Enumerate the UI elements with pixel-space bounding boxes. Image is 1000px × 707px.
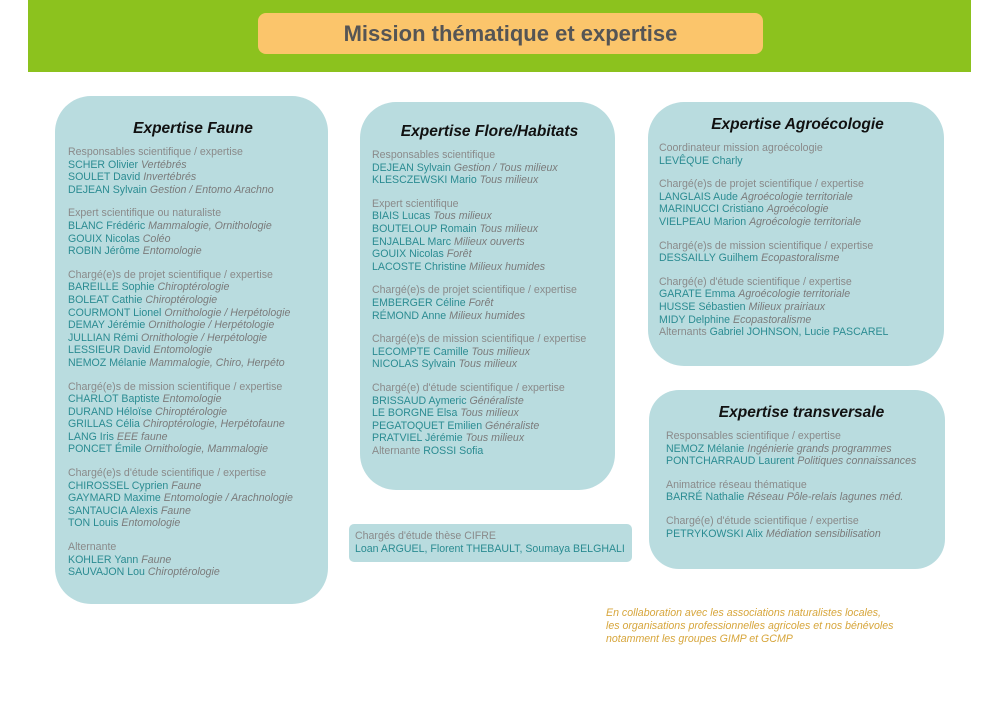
person-name: CHARLOT Baptiste	[68, 393, 160, 406]
person-specialty: Forêt	[446, 248, 472, 261]
person-specialty: Faune	[171, 479, 202, 492]
person-name: NEMOZ Mélanie	[68, 356, 147, 369]
section-title: Chargé(e)s de mission scientifique / expertise	[372, 333, 587, 346]
person-specialty: Politiques connaissances	[797, 455, 917, 468]
person-specialty: Réseau Pôle-relais lagunes méd.	[747, 491, 904, 504]
section	[372, 149, 607, 187]
person-name: LESSIEUR David	[68, 344, 151, 357]
person-specialty: Tous milieux	[458, 358, 518, 371]
section-title: Chargé(e)s de mission scientifique / expertise	[659, 239, 874, 252]
person-name: ROBIN Jérôme	[68, 245, 140, 258]
person-specialty: Gestion / Tous milieux	[453, 161, 558, 174]
person-name: DEMAY Jérémie	[68, 319, 146, 332]
page-title: Mission thématique et expertise	[258, 13, 763, 54]
section-title: Animatrice réseau thématique	[666, 478, 807, 491]
person-specialty: Entomologie / Arachnologie	[163, 492, 293, 505]
person-name: GOUIX Nicolas	[68, 232, 140, 245]
person-name: ENJALBAL Marc	[372, 235, 452, 248]
person-specialty: Chiroptérologie	[155, 405, 227, 418]
person-name: LACOSTE Christine	[372, 260, 467, 273]
section-title: Chargé(e)s de mission scientifique / expertise	[68, 380, 283, 393]
person-specialty: Milieux humides	[449, 309, 526, 322]
person-row	[666, 528, 937, 541]
person-name: VIELPEAU Marion	[659, 215, 747, 228]
alternants-line	[659, 326, 936, 339]
person-row	[372, 210, 607, 223]
person-specialty: Faune	[160, 504, 191, 517]
card-expertise-agroecologie	[648, 102, 944, 366]
section-list	[68, 146, 318, 579]
person-specialty: Ornithologie / Herpétologie	[141, 331, 268, 344]
person-specialty: Tous milieux	[465, 432, 525, 445]
person-specialty: Milieux ouverts	[454, 235, 525, 248]
person-specialty: Généraliste	[485, 419, 540, 432]
person-row	[68, 505, 318, 518]
person-row	[68, 431, 318, 444]
section	[659, 276, 936, 326]
person-row	[372, 420, 607, 433]
person-row	[68, 245, 318, 258]
person-name: BRISSAUD Aymeric	[372, 394, 467, 407]
person-row	[68, 281, 318, 294]
person-row	[68, 233, 318, 246]
person-name: MIDY Delphine	[659, 313, 731, 326]
section-title: Chargé(e)s de projet scientifique / expertise	[659, 178, 864, 191]
person-row	[659, 252, 936, 265]
section-title: Responsables scientifique / expertise	[68, 146, 243, 158]
person-specialty: Agroécologie territoriale	[738, 288, 851, 301]
section	[68, 146, 318, 196]
section	[372, 284, 607, 322]
person-row	[68, 480, 318, 493]
person-name: BOUTELOUP Romain	[372, 222, 477, 235]
section	[372, 382, 607, 445]
section-title: Chargé(e) d'étude scientifique / expertise	[666, 514, 859, 527]
person-row	[659, 216, 936, 229]
person-name: GAYMARD Maxime	[68, 492, 161, 505]
section-list	[666, 430, 937, 540]
person-row	[68, 566, 318, 579]
section	[666, 479, 937, 504]
person-name: GARATE Emma	[659, 288, 736, 301]
person-row	[659, 155, 936, 168]
cifre-names: Loan ARGUEL, Florent THEBAULT, Soumaya BELGHALI	[355, 542, 625, 555]
person-row	[68, 517, 318, 530]
person-row	[372, 310, 607, 323]
person-specialty: Entomologie	[121, 517, 181, 530]
person-name: SCHER Olivier	[68, 158, 139, 171]
person-row	[372, 346, 607, 359]
person-name: BARRÉ Nathalie	[666, 491, 745, 504]
person-specialty: Gestion / Entomo Arachno	[149, 183, 274, 196]
section-title: Chargé(e)s de projet scientifique / expertise	[372, 284, 577, 297]
person-specialty: Entomologie	[153, 344, 213, 357]
person-name: COURMONT Lionel	[68, 306, 162, 319]
person-name: DURAND Héloïse	[68, 405, 153, 418]
alternants-label: Alternants	[659, 326, 707, 339]
person-row	[68, 294, 318, 307]
card-title: Expertise Agroécologie	[711, 116, 884, 133]
person-name: LEVÊQUE Charly	[659, 154, 743, 167]
card-title: Expertise Flore/Habitats	[400, 123, 579, 140]
person-specialty: Médiation sensibilisation	[765, 527, 881, 540]
person-specialty: Ornithologie / Herpétologie	[148, 319, 275, 332]
person-specialty: Agroécologie territoriale	[749, 215, 861, 228]
section-title: Coordinateur mission agroécologie	[659, 142, 823, 154]
person-row	[372, 261, 607, 274]
person-name: LECOMPTE Camille	[372, 345, 469, 358]
person-name: HUSSE Sébastien	[659, 300, 746, 313]
person-name: CHIROSSEL Cyprien	[68, 479, 169, 492]
section-title: Expert scientifique	[372, 197, 459, 210]
person-row	[68, 443, 318, 456]
section-title: Chargé(e)s de projet scientifique / expertise	[68, 268, 273, 281]
person-name: SANTAUCIA Alexis	[68, 504, 158, 517]
person-specialty: Tous milieux	[471, 345, 530, 358]
section	[68, 541, 318, 579]
person-name: PONTCHARRAUD Laurent	[666, 455, 795, 468]
person-row	[372, 248, 607, 261]
person-name: LANGLAIS Aude	[659, 190, 738, 203]
person-row	[68, 393, 318, 406]
person-specialty: Ecopastoralisme	[733, 313, 812, 326]
person-row	[372, 297, 607, 310]
person-specialty: Tous milieux	[479, 222, 539, 235]
person-specialty: Coléo	[142, 232, 171, 245]
person-name: KOHLER Yann	[68, 553, 139, 566]
person-row	[68, 344, 318, 357]
section	[659, 240, 936, 265]
person-row	[68, 159, 318, 172]
card-expertise-transversale	[649, 390, 945, 569]
person-row	[372, 358, 607, 371]
section	[659, 142, 936, 167]
person-name: GOUIX Nicolas	[372, 248, 444, 261]
person-specialty: Chiroptérologie	[145, 293, 218, 306]
card-title: Expertise Faune	[133, 120, 253, 137]
person-name: BAREILLE Sophie	[68, 281, 155, 294]
person-specialty: Ornithologie / Herpétologie	[164, 306, 291, 319]
person-specialty: Ornithologie, Mammalogie	[144, 443, 268, 456]
person-name: MARINUCCI Cristiano	[659, 203, 764, 216]
person-row	[659, 288, 936, 301]
person-name: EMBERGER Céline	[372, 296, 466, 309]
person-row	[666, 443, 937, 456]
collaboration-note: En collaboration avec les associations naturalistes locales, les organisations professionnelles agricoles et nos bénévoles notamment les groupes GIMP et GCMP	[606, 607, 894, 645]
person-name: PEGATOQUET Emilien	[372, 419, 483, 432]
person-name: PETRYKOWSKI Alix	[666, 527, 763, 540]
person-row	[68, 332, 318, 345]
person-row	[666, 491, 937, 504]
section	[372, 333, 607, 371]
person-row	[68, 554, 318, 567]
person-row	[659, 203, 936, 216]
cifre-title: Chargés d'étude thèse CIFRE	[355, 530, 496, 542]
person-row	[68, 171, 318, 184]
person-name: PONCET Émile	[68, 443, 142, 456]
alternante-line	[372, 445, 607, 458]
alternants-names: Gabriel JOHNSON, Lucie PASCAREL	[709, 326, 889, 339]
section	[68, 207, 318, 257]
person-specialty: Tous milieux	[433, 210, 492, 223]
person-specialty: Agroécologie territoriale	[740, 190, 853, 203]
person-name: DESSAILLY Guilhem	[659, 252, 759, 265]
person-row	[372, 432, 607, 445]
person-row	[372, 395, 607, 408]
person-specialty: Milieux prairiaux	[748, 300, 826, 313]
person-name: BLANC Frédéric	[68, 219, 146, 232]
section	[68, 381, 318, 457]
person-name: JULLIAN Rémi	[68, 331, 139, 344]
card-expertise-flore	[360, 102, 615, 490]
person-name: DEJEAN Sylvain	[372, 161, 451, 174]
person-row	[372, 407, 607, 420]
section	[659, 178, 936, 228]
person-specialty: Chiroptérologie	[147, 566, 220, 579]
person-specialty: Mammalogie, Chiro, Herpéto	[149, 356, 285, 369]
person-row	[372, 236, 607, 249]
person-row	[659, 314, 936, 327]
person-row	[659, 301, 936, 314]
person-specialty: Forêt	[468, 296, 494, 309]
person-specialty: Entomologie	[162, 393, 222, 406]
person-row	[659, 191, 936, 204]
person-specialty: Agroécologie	[766, 203, 829, 216]
person-name: DEJEAN Sylvain	[68, 183, 147, 196]
section-title: Responsables scientifique / expertise	[666, 430, 841, 442]
alternante-label: Alternante	[372, 444, 421, 457]
card-title: Expertise transversale	[718, 404, 885, 421]
person-specialty: Chiroptérologie	[157, 281, 230, 294]
section-title: Expert scientifique ou naturaliste	[68, 207, 222, 220]
person-row	[68, 492, 318, 505]
person-specialty: Ecopastoralisme	[761, 252, 840, 265]
section-list	[659, 142, 936, 326]
person-name: LE BORGNE Elsa	[372, 407, 458, 420]
person-row	[68, 220, 318, 233]
section	[68, 467, 318, 530]
person-specialty: Mammalogie, Ornithologie	[148, 219, 272, 232]
card-these-cifre	[349, 524, 632, 562]
section	[372, 198, 607, 274]
person-specialty: Faune	[141, 553, 172, 566]
person-specialty: Vertébrés	[141, 158, 187, 171]
person-row	[68, 357, 318, 370]
person-name: NEMOZ Mélanie	[666, 442, 745, 455]
person-specialty: EEE faune	[116, 430, 168, 443]
alternante-name: ROSSI Sofia	[423, 444, 484, 457]
person-row	[68, 406, 318, 419]
person-name: RÉMOND Anne	[372, 309, 447, 322]
section	[666, 515, 937, 540]
person-row	[666, 455, 937, 468]
person-name: BIAIS Lucas	[372, 210, 431, 223]
person-name: TON Louis	[68, 517, 119, 530]
card-expertise-faune	[55, 96, 328, 604]
section	[666, 430, 937, 468]
section-title: Chargé(e) d'étude scientifique / expertise	[659, 275, 852, 288]
person-row	[68, 418, 318, 431]
person-row	[68, 184, 318, 197]
section-title: Alternante	[68, 541, 117, 554]
person-name: KLESCZEWSKI Mario	[372, 174, 477, 187]
person-name: SAUVAJON Lou	[68, 566, 145, 579]
person-row	[68, 319, 318, 332]
person-name: PRATVIEL Jérémie	[372, 432, 463, 445]
section-title: Responsables scientifique	[372, 149, 496, 161]
person-specialty: Entomologie	[142, 245, 202, 258]
person-specialty: Tous milieux	[460, 407, 519, 420]
person-name: NICOLAS Sylvain	[372, 358, 456, 371]
person-specialty: Généraliste	[469, 394, 524, 407]
section	[68, 269, 318, 370]
person-name: BOLEAT Cathie	[68, 293, 143, 306]
person-specialty: Ingénierie grands programmes	[747, 442, 892, 455]
person-specialty: Tous milieux	[479, 174, 539, 187]
person-name: LANG Iris	[68, 430, 114, 443]
person-specialty: Milieux humides	[469, 260, 546, 273]
person-name: SOULET David	[68, 171, 141, 184]
person-specialty: Chiroptérologie, Herpétofaune	[142, 418, 285, 431]
section-title: Chargé(e) d'étude scientifique / expertise	[372, 381, 565, 394]
person-name: GRILLAS Célia	[68, 418, 140, 431]
person-row	[372, 174, 607, 187]
person-row	[372, 223, 607, 236]
person-specialty: Invertébrés	[143, 171, 197, 184]
person-row	[68, 307, 318, 320]
section-list	[372, 149, 607, 445]
person-row	[372, 162, 607, 175]
section-title: Chargé(e)s d'étude scientifique / expertise	[68, 467, 267, 480]
